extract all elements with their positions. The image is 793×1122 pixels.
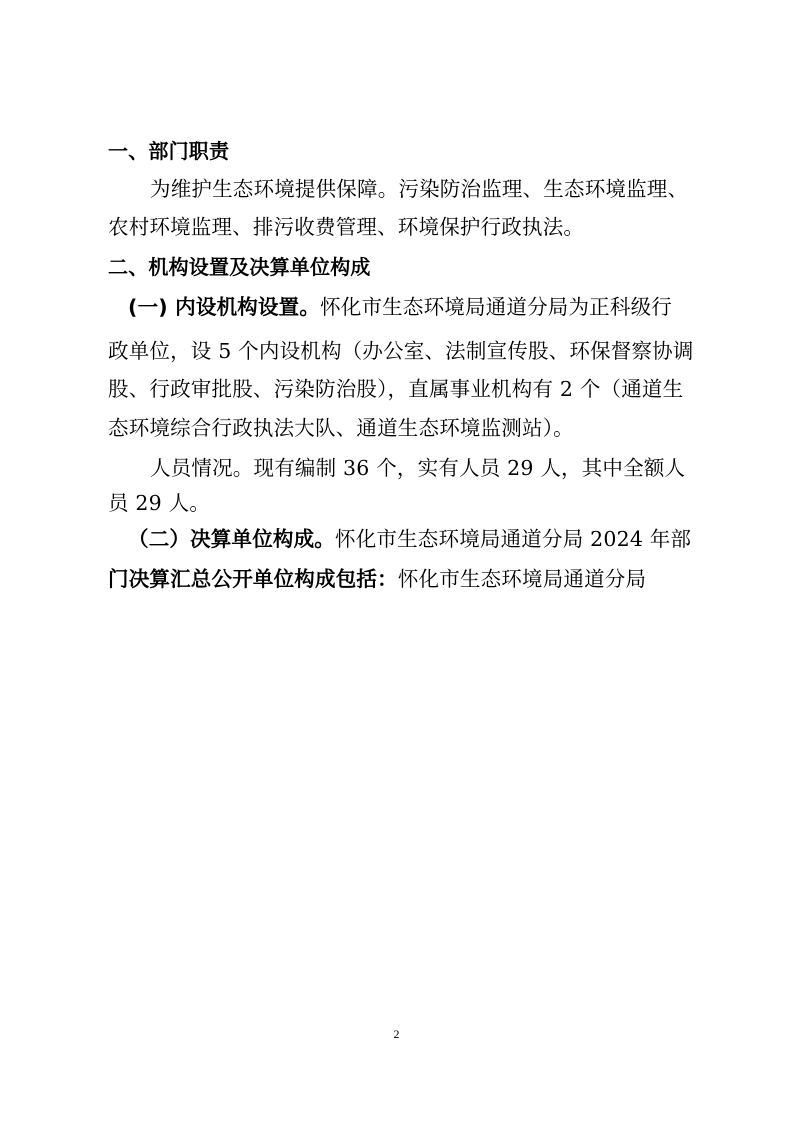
sub1-line1-text: 怀化市生态环境局通道分局为正科级行 [320,295,672,319]
sub1-label: (一) 内设机构设置。 [128,295,321,319]
sub2-line2-text: 怀化市生态环境局通道分局 [397,567,647,591]
section1-paragraph-line2: 农村环境监理、排污收费管理、环境保护行政执法。 [108,215,585,239]
staff-line2: 员 29 人。 [108,491,211,515]
sub2-line2 [108,567,646,591]
section2-heading: 二、机构设置及决算单位构成 [108,255,371,279]
sub2-label: （二）决算单位构成。 [128,527,335,551]
section1-paragraph-line1: 为维护生态环境提供保障。污染防治监理、生态环境监理、 [150,177,689,201]
page-number: 2 [393,1027,400,1041]
sub2-line2-label: 门决算汇总公开单位构成包括： [108,567,398,591]
sub1-line3: 股、行政审批股、污染防治股），直属事业机构有 2 个（通道生 [108,377,684,401]
section1-heading: 一、部门职责 [108,139,230,163]
sub2-line1-text: 怀化市生态环境局通道分局 2024 年部 [335,527,692,551]
sub1-line2: 政单位，设 5 个内设机构（办公室、法制宣传股、环保督察协调 [108,339,694,363]
sub1-line4: 态环境综合行政执法大队、通道生态环境监测站）。 [108,416,574,440]
sub1-line1 [128,295,672,319]
sub2-line1 [128,527,691,551]
staff-line1: 人员情况。现有编制 36 个，实有人员 29 人，其中全额人 [150,456,686,480]
